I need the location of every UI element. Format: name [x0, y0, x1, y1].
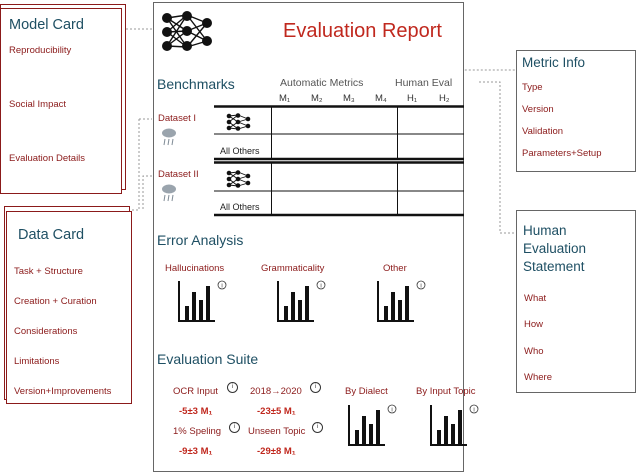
suite-test-unseen-topic[interactable]: Unseen Topic — [248, 426, 306, 437]
bar-chart-icon-bar — [305, 286, 309, 320]
metric-info-item-parameters-setup[interactable]: Parameters+Setup — [522, 148, 602, 159]
human-eval-title-line-3: Statement — [523, 259, 585, 274]
suite-breakdown-by-dialect[interactable]: By Dialect — [345, 386, 388, 397]
data-card-title: Data Card — [18, 227, 85, 243]
bar-chart-icon-bar — [458, 410, 462, 444]
bar-chart-icon-bar — [298, 300, 302, 320]
suite-value-unseen-topic: -29±8 M₁ — [257, 446, 296, 457]
dataset-1-label[interactable]: Dataset I — [158, 113, 197, 124]
model-card-item-social-impact[interactable]: Social Impact — [9, 99, 67, 110]
bar-chart-icon — [175, 279, 229, 325]
bar-chart-icon-bar — [384, 306, 388, 320]
model-card-item-reproducibility[interactable]: Reproducibility — [9, 45, 72, 56]
neural-network-icon — [226, 170, 254, 188]
bar-chart-icon — [345, 403, 399, 449]
bar-chart-icon-bar — [284, 306, 288, 320]
suite-test-1pct-speling[interactable]: 1% Speling — [173, 426, 222, 437]
dataset-1-all-others: All Others — [220, 146, 260, 156]
metric-col-h2: H₂ — [439, 93, 450, 104]
suite-value-ocr-input: -5±3 M₁ — [179, 406, 213, 417]
data-card[interactable] — [6, 211, 132, 404]
bar-chart-icon-bar — [405, 286, 409, 320]
data-card-item-creation-curation[interactable]: Creation + Curation — [14, 296, 97, 307]
info-icon-glyph: i — [473, 407, 475, 414]
cloud-rain-icon — [160, 183, 178, 203]
human-evaluation-panel[interactable] — [516, 210, 636, 393]
human-eval-item-where[interactable]: Where — [524, 372, 552, 383]
bar-chart-icon-bar — [444, 416, 448, 444]
bar-chart-icon-bar — [291, 292, 295, 320]
model-card-item-evaluation-details[interactable]: Evaluation Details — [9, 153, 86, 164]
data-card-item-task-structure[interactable]: Task + Structure — [14, 266, 83, 277]
human-eval-item-who[interactable]: Who — [524, 346, 544, 357]
benchmarks-heading: Benchmarks — [157, 76, 235, 92]
info-icon[interactable]: i — [310, 382, 321, 393]
model-card[interactable] — [0, 8, 122, 194]
bar-chart-icon-bar — [376, 410, 380, 444]
metric-info-item-version[interactable]: Version — [522, 104, 554, 115]
info-icon-glyph: i — [420, 283, 422, 290]
error-category-other[interactable]: Other — [383, 263, 407, 274]
metric-col-m1: M₁ — [279, 93, 291, 104]
info-icon[interactable]: i — [312, 422, 323, 433]
metric-info-panel[interactable] — [516, 50, 636, 172]
bar-chart-icon-bar — [362, 416, 366, 444]
metric-col-h1: H₁ — [407, 93, 418, 104]
suite-breakdown-by-input-topic[interactable]: By Input Topic — [416, 386, 476, 397]
error-analysis-heading: Error Analysis — [157, 232, 244, 248]
bar-chart-icon-bar — [451, 424, 455, 444]
bar-chart-icon — [274, 279, 328, 325]
bar-chart-icon-bar — [185, 306, 189, 320]
error-category-grammaticality[interactable]: Grammaticality — [261, 263, 325, 274]
human-eval-title-line-1: Human — [523, 223, 567, 238]
bar-chart-icon-bar — [398, 300, 402, 320]
metric-info-title: Metric Info — [522, 55, 586, 70]
metric-col-m2: M₂ — [311, 93, 323, 104]
bar-chart-icon-bar — [369, 424, 373, 444]
metric-info-item-validation[interactable]: Validation — [522, 126, 564, 137]
cloud-rain-icon — [160, 127, 178, 147]
evaluation-report-panel — [153, 2, 476, 472]
dataset-2-label[interactable]: Dataset II — [158, 169, 199, 180]
bar-chart-icon-bar — [391, 292, 395, 320]
info-icon-glyph: i — [391, 407, 393, 414]
info-icon-glyph: i — [221, 283, 223, 290]
suite-test-2018-2020[interactable]: 2018→2020 — [250, 386, 302, 397]
data-card-item-considerations[interactable]: Considerations — [14, 326, 78, 337]
human-eval-item-how[interactable]: How — [524, 319, 544, 330]
metric-info-item-type[interactable]: Type — [522, 82, 543, 93]
human-eval-title-line-2: Evaluation — [523, 241, 587, 256]
evaluation-suite-heading: Evaluation Suite — [157, 351, 259, 367]
bar-chart-icon-bar — [199, 300, 203, 320]
neural-network-icon — [226, 113, 254, 131]
suite-test-ocr-input[interactable]: OCR Input — [173, 386, 218, 397]
automatic-metrics-header: Automatic Metrics — [280, 77, 364, 89]
metric-col-m3: M₃ — [343, 93, 355, 104]
info-icon[interactable]: i — [227, 382, 238, 393]
neural-network-icon — [159, 11, 215, 53]
bar-chart-icon — [427, 403, 481, 449]
info-icon-glyph: i — [320, 283, 322, 290]
bar-chart-icon — [374, 279, 428, 325]
human-eval-header: Human Eval — [395, 77, 453, 89]
bar-chart-icon-bar — [206, 286, 210, 320]
suite-value-1pct-speling: -9±3 M₁ — [179, 446, 213, 457]
data-card-item-limitations[interactable]: Limitations — [14, 356, 60, 367]
dataset-2-all-others: All Others — [220, 202, 260, 212]
human-eval-item-what[interactable]: What — [524, 293, 547, 304]
info-icon[interactable]: i — [229, 422, 240, 433]
bar-chart-icon-bar — [437, 430, 441, 444]
metric-col-m4: M₄ — [375, 93, 387, 104]
data-card-item-version-improvements[interactable]: Version+Improvements — [14, 386, 112, 397]
bar-chart-icon-bar — [192, 292, 196, 320]
error-category-hallucinations[interactable]: Hallucinations — [165, 263, 225, 274]
suite-value-2018-2020: -23±5 M₁ — [257, 406, 296, 417]
model-card-title: Model Card — [9, 17, 84, 33]
bar-chart-icon-bar — [355, 430, 359, 444]
report-title: Evaluation Report — [283, 20, 442, 42]
